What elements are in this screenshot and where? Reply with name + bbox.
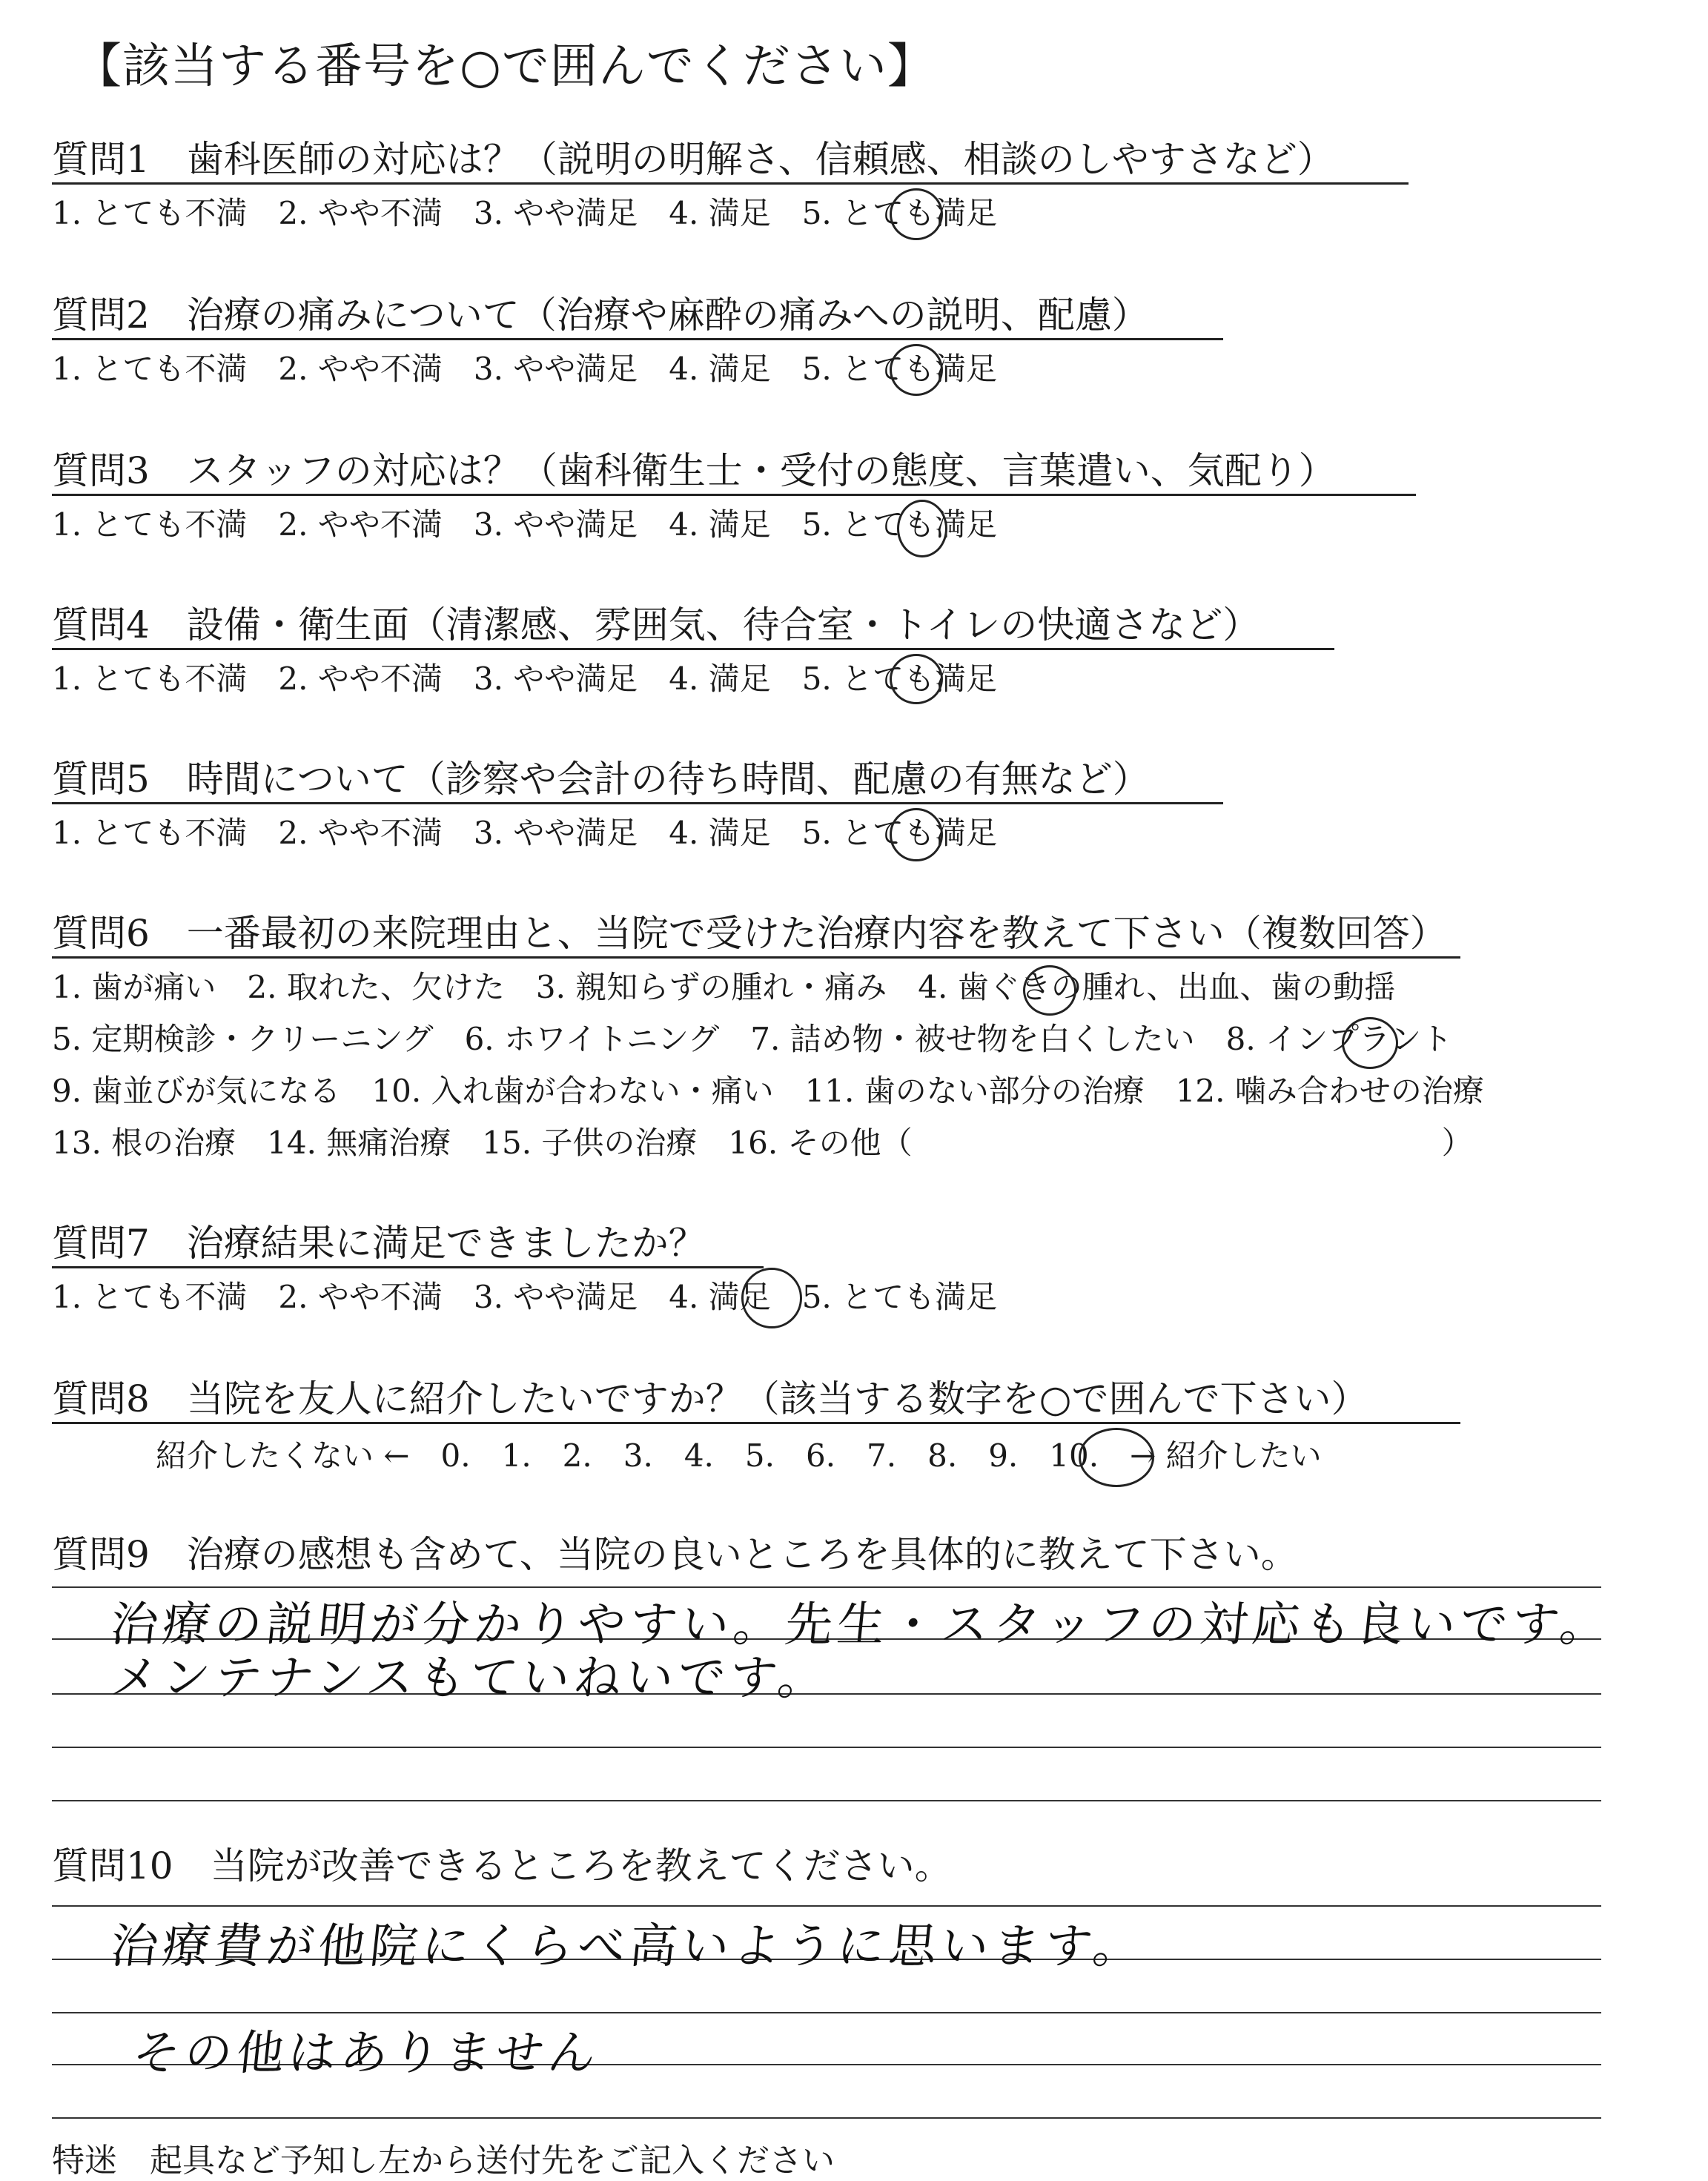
q10-answer-line-1 xyxy=(52,1905,1601,1907)
q8-heading: 質問8 当院を友人に紹介したいですか？（該当する数字を○で囲んで下さい） xyxy=(52,1377,1368,1420)
q6-line-1: 1. 歯が痛い 2. 取れた、欠けた 3. 親知らずの腫れ・痛み 4. 歯ぐきの腫れ、出血、歯の動揺 xyxy=(52,969,1396,1005)
q7-options: 1. とても不満 2. やや不満 3. やや満足 4. 満足 5. とても満足 xyxy=(52,1279,998,1315)
q3-heading: 質問3 スタッフの対応は？（歯科衛生士・受付の態度、言葉遣い、気配り） xyxy=(52,449,1336,492)
q6-line-4: 13. 根の治療 14. 無痛治療 15. 子供の治療 16. その他（ ） xyxy=(52,1125,1473,1161)
q10-answer-line-5 xyxy=(52,2117,1601,2119)
page-title: 【該当する番号を○で囲んでください】 xyxy=(74,39,936,94)
q4-heading: 質問4 設備・衛生面（清潔感、雰囲気、待合室・トイレの快適さなど） xyxy=(52,603,1260,646)
q7-heading: 質問7 治療結果に満足できましたか？ xyxy=(52,1222,706,1265)
q4-answer-circle xyxy=(890,654,943,704)
q1-heading: 質問1 歯科医師の対応は？（説明の明解さ、信頼感、相談のしやすさなど） xyxy=(52,138,1334,181)
q6-heading: 質問6 一番最初の来院理由と、当院で受けた治療内容を教えて下さい（複数回答） xyxy=(52,912,1447,955)
q6-line-3: 9. 歯並びが気になる 10. 入れ歯が合わない・痛い 11. 歯のない部分の治療 12. 噛み合わせの治療 xyxy=(52,1073,1484,1109)
q3-underline xyxy=(52,494,1416,496)
q6-answer-circle-4 xyxy=(1023,965,1076,1016)
q8-scale: 紹介したくない ← 0. 1. 2. 3. 4. 5. 6. 7. 8. 9. 10. → 紹介したい xyxy=(156,1437,1322,1474)
q4-options: 1. とても不満 2. やや不満 3. やや満足 4. 満足 5. とても満足 xyxy=(52,661,998,697)
q1-underline xyxy=(52,182,1409,185)
q8-underline xyxy=(52,1422,1460,1424)
q6-line-2: 5. 定期検診・クリーニング 6. ホワイトニング 7. 詰め物・被せ物を白くしたい 8. インプラント xyxy=(52,1021,1453,1057)
q2-answer-circle xyxy=(890,344,943,396)
q8-answer-circle xyxy=(1079,1428,1154,1487)
q9-answer-line-5 xyxy=(52,1800,1601,1801)
q5-heading: 質問5 時間について（診察や会計の待ち時間、配慮の有無など） xyxy=(52,758,1150,801)
q10-handwritten-answer-2: その他はありません xyxy=(130,2026,603,2081)
q10-heading: 質問10 当院が改善できるところを教えてください。 xyxy=(52,1844,952,1887)
q9-handwritten-answer-1: 治療の説明が分かりやすい。先生・スタッフの対応も良いです。 xyxy=(107,1598,1615,1652)
q1-options: 1. とても不満 2. やや不満 3. やや満足 4. 満足 5. とても満足 xyxy=(52,195,998,231)
q2-heading: 質問2 治療の痛みについて（治療や麻酔の痛みへの説明、配慮） xyxy=(52,294,1149,337)
q10-answer-line-3 xyxy=(52,2012,1601,2013)
q5-answer-circle xyxy=(890,808,943,861)
q2-options: 1. とても不満 2. やや不満 3. やや満足 4. 満足 5. とても満足 xyxy=(52,351,998,387)
q10-handwritten-answer-1: 治療費が他院にくらべ高いように思います。 xyxy=(107,1919,1148,1974)
q9-answer-line-4 xyxy=(52,1747,1601,1748)
q7-underline xyxy=(52,1266,764,1268)
q9-heading: 質問9 治療の感想も含めて、当院の良いところを具体的に教えて下さい。 xyxy=(52,1533,1298,1576)
q7-answer-circle xyxy=(741,1268,802,1328)
q4-underline xyxy=(52,648,1334,650)
q3-answer-circle xyxy=(897,500,947,557)
q2-underline xyxy=(52,338,1223,340)
q5-underline xyxy=(52,802,1223,804)
q6-answer-circle-8 xyxy=(1342,1017,1398,1069)
q6-underline xyxy=(52,956,1460,959)
q5-options: 1. とても不満 2. やや不満 3. やや満足 4. 満足 5. とても満足 xyxy=(52,815,998,851)
q9-handwritten-answer-2: メンテナンスもていねいです。 xyxy=(107,1651,833,1706)
footer-text: 特迷 起具など予知し左から送付先をご記入ください xyxy=(52,2142,835,2180)
q1-answer-circle xyxy=(890,188,943,240)
q3-options: 1. とても不満 2. やや不満 3. やや満足 4. 満足 5. とても満足 xyxy=(52,506,998,543)
